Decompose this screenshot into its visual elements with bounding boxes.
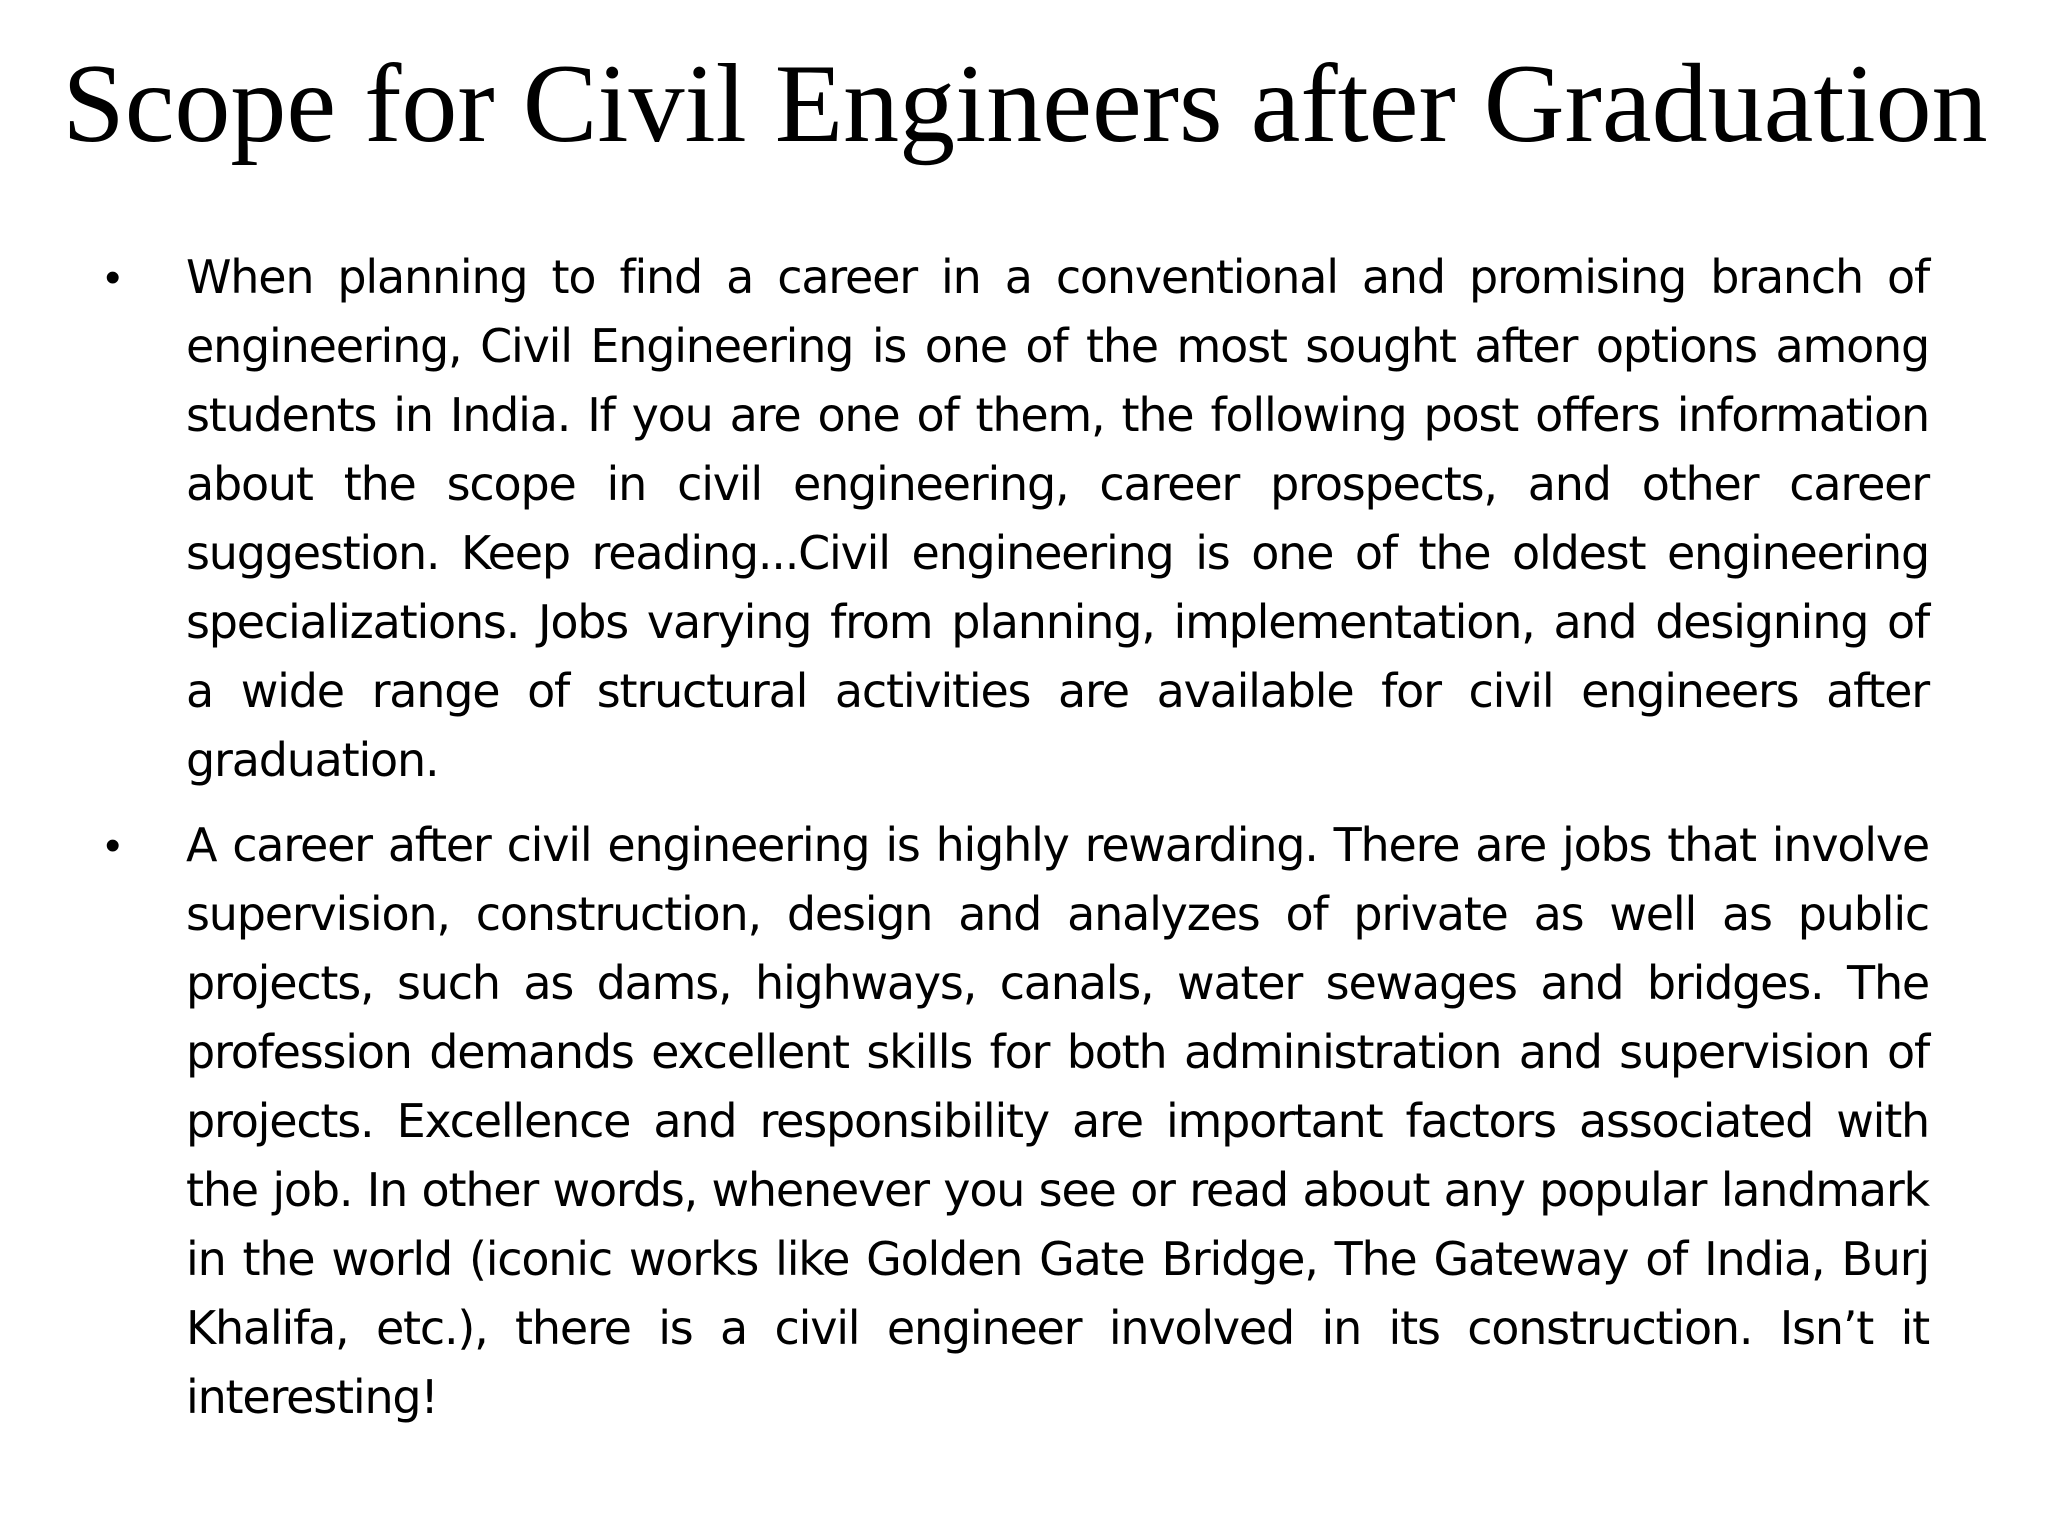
bullet-dot-icon: • [105, 821, 121, 870]
bullet-text: A career after civil engineering is highly rewarding. There are jobs that involve supervision, construction, design and analyzes of private as well as public projects, such as dams, highways, canals, water sewages and bridges. The profession demands excellent skills for both administration and supervision of projects. Excellence and responsibility are important factors associated with the job. In other words, whenever you see or read about any popular landmark in the world (iconic works like Golden Gate Bridge, The Gateway of India, Burj Khalifa, etc.), there is a civil engineer involved in its construction. Isn’t it interesting! [186, 818, 1929, 1424]
bullet-dot-icon: • [105, 253, 121, 302]
bullet-text: When planning to find a career in a conventional and promising branch of engineering, Civil Engineering is one of the most sought after options among students in India. If you are one of them, the following post offers information about the scope in civil engineering, career prospects, and other career suggestion. Keep reading...Civil engineering is one of the oldest engineering specializations. Jobs varying from planning, implementation, and designing of a wide range of structural activities are available for civil engineers after graduation. [186, 250, 1929, 787]
slide-title: Scope for Civil Engineers after Graduation [62, 42, 1988, 166]
bullet-item [105, 243, 1929, 795]
bullet-list [105, 243, 1929, 1448]
bullet-item [105, 811, 1929, 1432]
